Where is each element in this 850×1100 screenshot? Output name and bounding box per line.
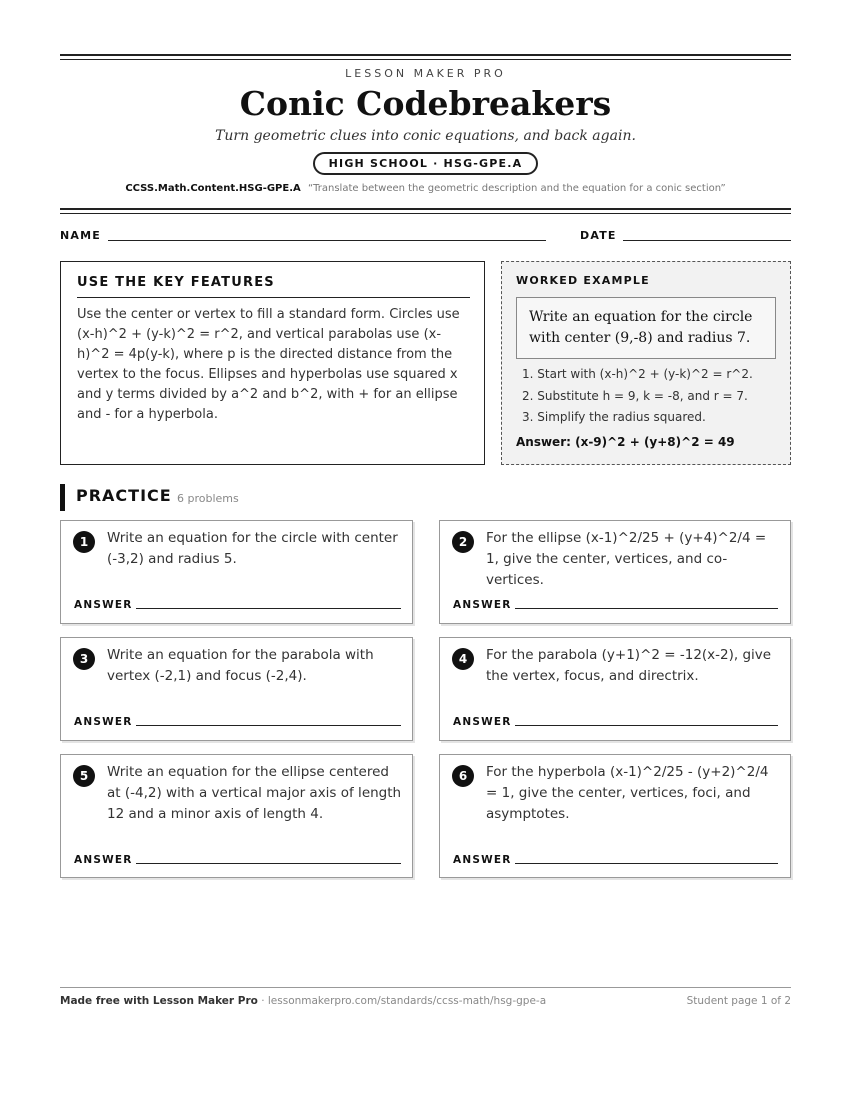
worked-example-step: 3. Simplify the radius squared. [522,410,706,424]
problem-number-badge: 6 [452,765,474,787]
top-double-rule [60,54,791,60]
footer-url[interactable]: · lessonmakerpro.com/standards/ccss-math/hsg-gpe-a [257,995,547,1007]
footer-page-number: Student page 1 of 2 [686,995,791,1007]
grade-badge-wrap [60,152,791,175]
practice-accent-bar [60,484,65,511]
answer-line[interactable] [136,725,401,726]
problem-number-badge: 5 [73,765,95,787]
answer-label: ANSWER [453,854,512,866]
header-bottom-rule [60,208,791,214]
standard-text: “Translate between the geometric description and the equation for a conic section” [307,183,726,194]
problem-number-badge: 1 [73,531,95,553]
worksheet-page [60,0,791,1100]
answer-label: ANSWER [453,716,512,728]
brand-label: LESSON MAKER PRO [345,67,506,80]
problem-text: For the parabola (y+1)^2 = -12(x-2), give the vertex, focus, and directrix. [486,647,772,684]
problem-number-badge: 4 [452,648,474,670]
standard-line [60,183,791,194]
answer-line[interactable] [136,863,401,864]
problem-text: For the ellipse (x-1)^2/25 + (y+4)^2/4 = 1, give the center, vertices, and co-vertices. [486,530,767,588]
worked-example-steps [516,367,753,432]
answer-line[interactable] [515,863,778,864]
practice-heading: PRACTICE [76,486,172,505]
answer-label: ANSWER [74,854,133,866]
practice-count: 6 problems [177,492,239,505]
answer-label: ANSWER [453,599,512,611]
problem-card-6 [439,754,791,878]
problem-card-1 [60,520,413,624]
date-field[interactable] [623,240,791,241]
problem-card-2 [439,520,791,624]
problem-text: Write an equation for the ellipse centered at (-4,2) with a vertical major axis of length 12 and a minor axis of length 4. [107,764,402,822]
key-features-body: Use the center or vertex to fill a standard form. Circles use (x-h)^2 + (y-k)^2 = r^2, and vertical parabolas use (x-h)^2 = 4p(y-k), where p is the directed distance from the vertex to the focus. Ellipses and hyperbolas use squared x and y terms divided by a^2 and b^2, with + for an ellipse and - for a hyperbola. [77,307,460,422]
standard-code: CCSS.Math.Content.HSG-GPE.A [125,183,301,194]
key-features-box [60,261,485,465]
grade-badge: HIGH SCHOOL · HSG-GPE.A [313,152,539,175]
problem-card-5 [60,754,413,878]
key-features-heading: USE THE KEY FEATURES [77,275,275,290]
footer-made-with: Made free with Lesson Maker Pro [60,995,258,1007]
page-title: Conic Codebreakers [239,84,612,123]
problem-number-badge: 3 [73,648,95,670]
worked-example-heading: WORKED EXAMPLE [516,274,650,287]
problem-text: Write an equation for the parabola with vertex (-2,1) and focus (-2,4). [107,647,374,684]
key-features-underline [77,297,470,298]
answer-line[interactable] [515,608,778,609]
answer-line[interactable] [515,725,778,726]
problem-text: For the hyperbola (x-1)^2/25 - (y+2)^2/4 = 1, give the center, vertices, foci, and asymptotes. [486,764,769,822]
worked-example-box [501,261,791,465]
answer-line[interactable] [136,608,401,609]
problem-number-badge: 2 [452,531,474,553]
problem-card-4 [439,637,791,741]
date-label: DATE [580,229,617,242]
worked-example-prompt: Write an equation for the circle with center (9,-8) and radius 7. [516,297,776,359]
name-label: NAME [60,229,101,242]
footer-credit [60,995,546,1007]
worked-example-answer: Answer: (x-9)^2 + (y+8)^2 = 49 [516,435,735,449]
answer-label: ANSWER [74,599,133,611]
worked-example-step: 1. Start with (x-h)^2 + (y-k)^2 = r^2. [522,367,753,381]
name-field[interactable] [108,240,546,241]
worked-example-step: 2. Substitute h = 9, k = -8, and r = 7. [522,388,748,403]
page-subtitle: Turn geometric clues into conic equations, and back again. [215,128,636,144]
problem-text: Write an equation for the circle with center (-3,2) and radius 5. [107,530,398,567]
answer-label: ANSWER [74,716,133,728]
problem-card-3 [60,637,413,741]
footer-rule [60,987,791,988]
